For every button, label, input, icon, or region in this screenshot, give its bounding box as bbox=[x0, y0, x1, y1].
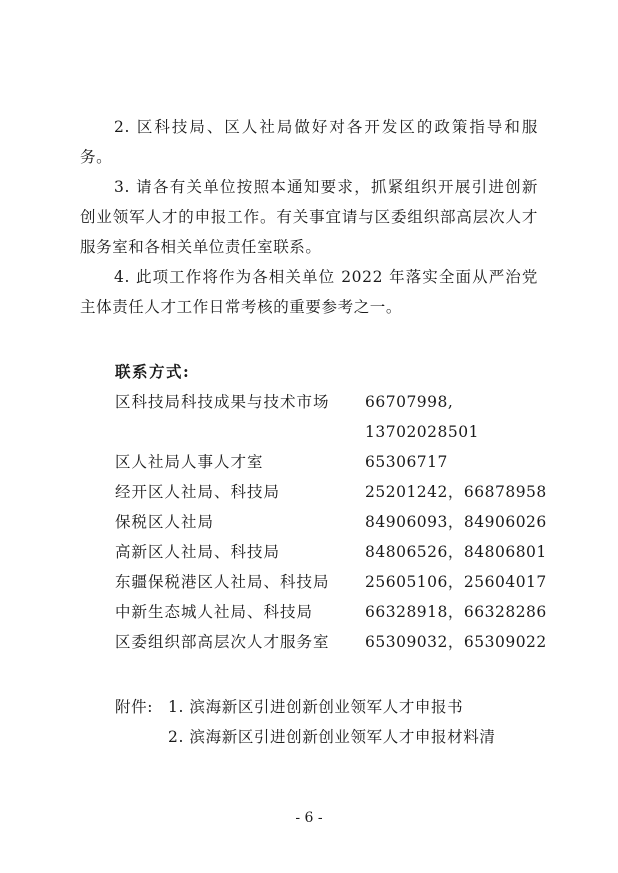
contact-row bbox=[115, 597, 545, 627]
contact-unit: 保税区人社局 bbox=[115, 513, 215, 531]
contact-row bbox=[115, 567, 545, 597]
contact-unit: 东疆保税港区人社局、科技局 bbox=[115, 573, 330, 591]
contacts-list bbox=[115, 387, 545, 657]
attachment-item-2: 2. 滨海新区引进创新创业领军人才申报材料清 bbox=[168, 728, 496, 746]
contact-unit: 经开区人社局、科技局 bbox=[115, 483, 281, 501]
contact-row bbox=[115, 507, 545, 537]
contact-unit: 中新生态城人社局、科技局 bbox=[115, 603, 314, 621]
attachments-label: 附件: bbox=[115, 698, 154, 716]
paragraph-2: 2. 区科技局、区人社局做好对各开发区的政策指导和服务。 bbox=[80, 118, 538, 166]
contact-phone: 25201242，66878958 bbox=[365, 483, 547, 501]
contact-row bbox=[115, 537, 545, 567]
contact-unit: 区科技局科技成果与技术市场 bbox=[115, 393, 330, 411]
contact-row bbox=[115, 387, 545, 417]
contact-row bbox=[115, 627, 545, 657]
contact-phone: 13702028501 bbox=[365, 423, 479, 441]
contacts-title: 联系方式: bbox=[115, 362, 191, 381]
contact-phone: 65309032，65309022 bbox=[365, 633, 547, 651]
page-number: - 6 - bbox=[295, 810, 323, 826]
contact-phone: 84906093，84906026 bbox=[365, 513, 547, 531]
attachment-item-1: 1. 滨海新区引进创新创业领军人才申报书 bbox=[168, 698, 464, 716]
contact-phone: 84806526，84806801 bbox=[365, 543, 547, 561]
contact-unit: 区人社局人事人才室 bbox=[115, 453, 264, 471]
contact-row bbox=[115, 477, 545, 507]
contact-phone: 66328918，66328286 bbox=[365, 603, 547, 621]
contact-row bbox=[115, 417, 545, 447]
contact-unit: 高新区人社局、科技局 bbox=[115, 543, 281, 561]
paragraph-3: 3. 请各有关单位按照本通知要求，抓紧组织开展引进创新创业领军人才的申报工作。有关事宜请与区委组织部高层次人才服务室和各相关单位责任室联系。 bbox=[80, 178, 538, 256]
contact-phone: 25605106，25604017 bbox=[365, 573, 547, 591]
contact-phone: 65306717 bbox=[365, 453, 448, 471]
contact-phone: 66707998, bbox=[365, 393, 454, 411]
paragraph-4: 4. 此项工作将作为各相关单位 2022 年落实全面从严治党主体责任人才工作日常考核的重要参考之一。 bbox=[80, 268, 538, 316]
contact-row bbox=[115, 447, 545, 477]
contact-unit: 区委组织部高层次人才服务室 bbox=[115, 633, 330, 651]
